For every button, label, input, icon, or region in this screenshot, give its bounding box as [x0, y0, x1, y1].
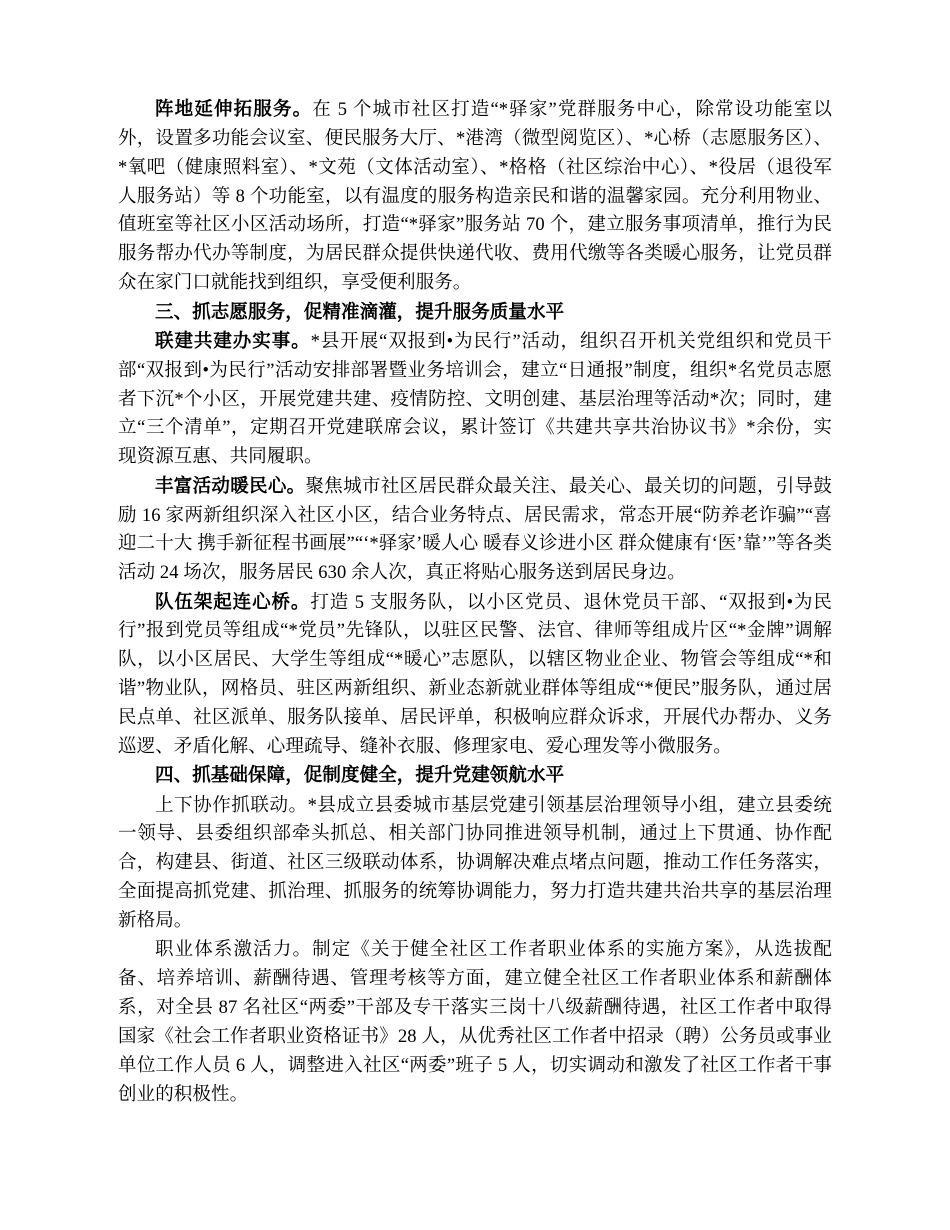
section-heading-three: 三、抓志愿服务，促精准滴灌，提升服务质量水平 [155, 302, 565, 323]
paragraph-text: 上下协作抓联动。*县成立县委城市基层党建引领基层治理领导小组，建立县委统一领导、县委组织部牵头抓总、相关部门协同推进领导机制，通过上下贯通、协作配合，构建县、街道、社区三级联动体系，协调解决难点堵点问题，推动工作任务落实，全面提高抓党建、抓治理、抓服务的统筹协调能力，努力打造共建共治共享的基层治理新格局。 [118, 795, 832, 932]
section-heading-four: 四、抓基础保障，促制度健全，提升党建领航水平 [155, 766, 565, 787]
document-body [118, 96, 832, 1110]
paragraph-rich-activities [118, 473, 832, 588]
paragraph-team-bridge [118, 589, 832, 762]
paragraph-lead: 丰富活动暖民心。 [155, 476, 306, 497]
paragraph-position-extension [118, 96, 832, 298]
paragraph-career-system [118, 936, 832, 1109]
paragraph-lead: 阵地延伸拓服务。 [155, 100, 313, 120]
paragraph-lead: 联建共建办实事。 [155, 331, 311, 352]
paragraph-text: 职业体系激活力。制定《关于健全社区工作者职业体系的实施方案》，从选拔配备、培养培训、薪酬待遇、管理考核等方面，建立健全社区工作者职业体系和薪酬体系，对全县 87 名社区“两委”干部及专干落实三岗十八级薪酬待遇，社区工作者中取得国家《社会工作者职业资格证书》28 人，从优秀社区工作者中招录（聘）公务员或事业单位工作人员 6 人，调整进入社区“两委”班子 5 人，切实调动和激发了社区工作者干事创业的积极性。 [118, 940, 832, 1105]
paragraph-text: *县开展“双报到•为民行”活动，组织召开机关党组织和党员干部“双报到•为民行”活动安排部署暨业务培训会，建立“日通报”制度，组织*名党员志愿者下沉*个小区，开展党建共建、疫情防控、文明创建、基层治理等活动*次；同时，建立“三个清单”，定期召开党建联席会议，累计签订《共建共享共治协议书》*余份，实现资源互惠、共同履职。 [118, 331, 832, 468]
paragraph-text: 在 5 个城市社区打造“*驿家”党群服务中心，除常设功能室以外，设置多功能会议室、便民服务大厅、*港湾（微型阅览区）、*心桥（志愿服务区）、*氧吧（健康照料室）、*文苑（文体活动室）、*格格（社区综治中心）、*役居（退役军人服务站）等 8 个功能室，以有温度的服务构造亲民和谐的温馨家园。充分利用物业、值班室等社区小区活动场所，打造“*驿家”服务站 70 个，建立服务事项清单，推行为民服务帮办代办等制度，为居民群众提供快递代收、费用代缴等各类暖心服务，让党员群众在家门口就能找到组织，享受便利服务。 [118, 100, 832, 294]
paragraph-text: 打造 5 支服务队，以小区党员、退休党员干部、“双报到•为民行”报到党员等组成“*党员”先锋队，以驻区民警、法官、律师等组成片区“*金牌”调解队，以小区居民、大学生等组成“*暖心”志愿队，以辖区物业企业、物管会等组成“*和谐”物业队，网格员、驻区两新组织、新业态新就业群体等组成“*便民”服务队，通过居民点单、社区派单、服务队接单、居民评单，积极响应群众诉求，开展代办帮办、义务巡逻、矛盾化解、心理疏导、缝补衣服、修理家电、爱心理发等小微服务。 [118, 592, 832, 757]
paragraph-joint-construction [118, 328, 832, 472]
paragraph-coordination [118, 792, 832, 936]
paragraph-text: 聚焦城市社区居民群众最关注、最关心、最关切的问题，引导鼓励 16 家两新组织深入社区小区，结合业务特点、居民需求，常态开展“防养老诈骗”“喜迎二十大 携手新征程书画展”“‘*驿家’暖人心 暖春义诊进小区 群众健康有‘医’靠’”等各类活动 24 场次，服务居民 630 余人次，真正将贴心服务送到居民身边。 [118, 476, 832, 584]
paragraph-lead: 队伍架起连心桥。 [155, 592, 311, 613]
